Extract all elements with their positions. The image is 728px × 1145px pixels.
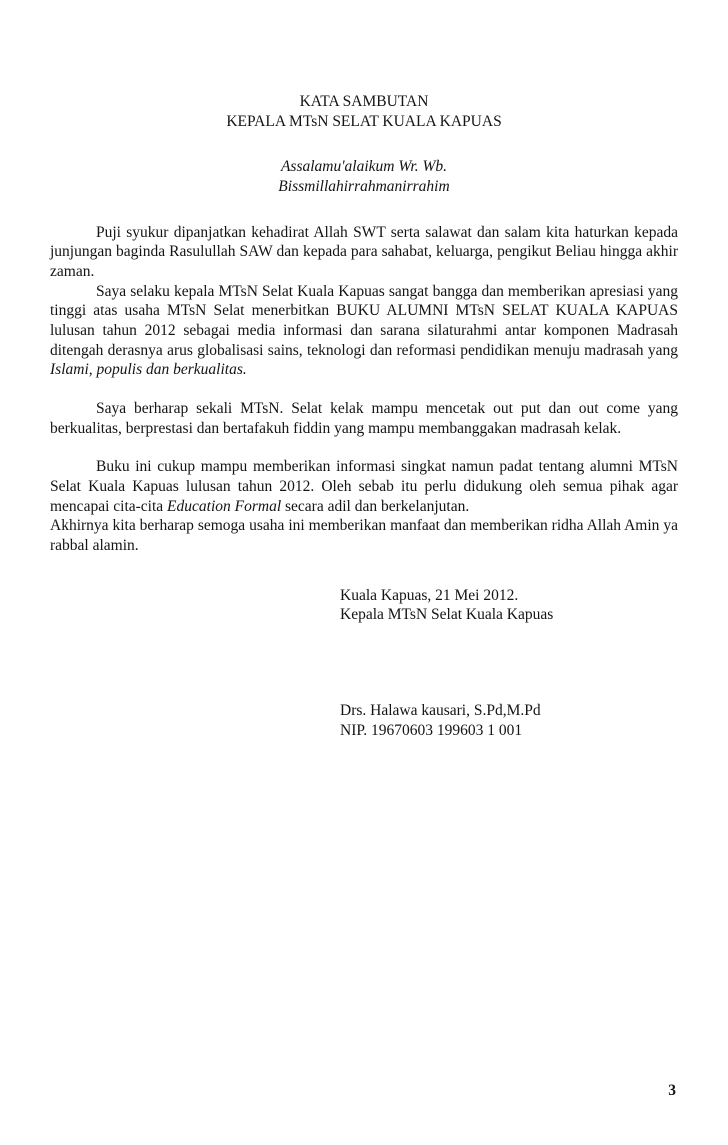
signature-position: Kepala MTsN Selat Kuala Kapuas: [340, 606, 554, 624]
paragraph-4-text: Buku ini cukup mampu memberikan informasi singkat namun padat tentang alumni MTsN Selat Kuala Kapuas lulusan tahun 2012. Oleh sebab itu perlu didukung oleh semua pihak agar mencapai cita-cita: [50, 458, 678, 515]
signature-name: Drs. Halawa kausari, S.Pd,M.Pd: [340, 702, 541, 720]
paragraph-3: [50, 399, 678, 438]
paragraph-1-text: Puji syukur dipanjatkan kehadirat Allah SWT serta salawat dan salam kita haturkan kepada junjungan baginda Rasulullah SAW dan kepada para sahabat, keluarga, pengikut Beliau hingga akhir zaman.: [50, 223, 678, 281]
signature-nip: NIP. 19670603 199603 1 001: [340, 721, 523, 739]
paragraph-4-text-tail: secara adil dan berkelanjutan.: [281, 497, 470, 515]
paragraph-2: [50, 282, 678, 380]
title-line-2: KEPALA MTsN SELAT KUALA KAPUAS: [226, 112, 502, 130]
paragraph-1: [50, 223, 678, 282]
greeting-line-2: Bissmillahirrahmanirrahim: [278, 178, 450, 196]
signature-place-date: Kuala Kapuas, 21 Mei 2012.: [340, 586, 519, 604]
paragraph-5: [50, 516, 678, 555]
paragraph-5-text: Akhirnya kita berharap semoga usaha ini memberikan manfaat dan memberikan ridha Allah Amin ya rabbal alamin.: [50, 517, 678, 555]
paragraph-2-italic-text: Islami, populis dan berkualitas.: [50, 361, 247, 379]
paragraph-4-italic-text: Education Formal: [167, 497, 282, 515]
paragraph-3-text: Saya berharap sekali MTsN. Selat kelak mampu mencetak out put dan out come yang berkualitas, berprestasi dan bertafakuh fiddin yang mampu membanggakan madrasah kelak.: [50, 400, 678, 437]
paragraph-2-text: Saya selaku kepala MTsN Selat Kuala Kapuas sangat bangga dan memberikan apresiasi yang tinggi atas usaha MTsN Selat menerbitkan BUKU ALUMNI MTsN SELAT KUALA KAPUAS lulusan tahun 2012 sebagai media informasi dan sarana silaturahmi antar komponen Madrasah ditengah derasnya arus globalisasi sains, teknologi dan reformasi pendidikan menuju madrasah yang: [50, 282, 678, 359]
greeting-line-1: Assalamu'alaikum Wr. Wb.: [280, 158, 448, 176]
signature-gap: [340, 625, 678, 701]
paragraph-4: [50, 457, 678, 516]
title-line-1: KATA SAMBUTAN: [299, 93, 429, 110]
signature-block: [340, 586, 678, 741]
document-title: [50, 92, 678, 131]
greeting-block: [50, 157, 678, 196]
page-number: 3: [668, 1082, 676, 1100]
